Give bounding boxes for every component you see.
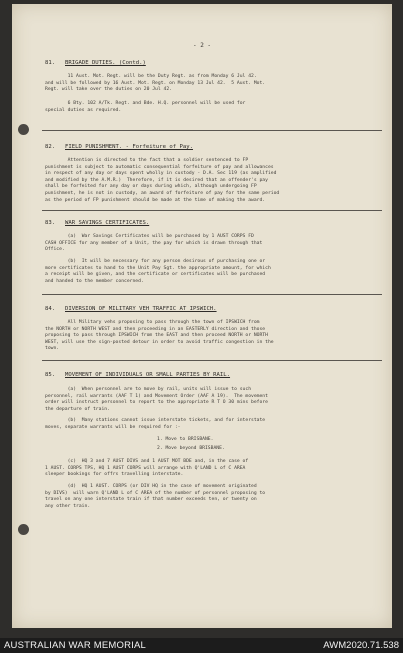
- institution-name: AUSTRALIAN WAR MEMORIAL: [4, 640, 147, 651]
- section-title: DIVERSION OF MILITARY VEH TRAFFIC AT IPSWICH.: [65, 306, 217, 312]
- list-item: 2. Move beyond BRISBANE.: [157, 446, 225, 451]
- section-number: 84.: [45, 306, 56, 312]
- paragraph: (b) It will be necessary for any person desirous of purchasing one or more certificates to hand to the Unit Pay Sgt. the appropriate amount, for which a receipt will be given, and the certificate or certificates will be purchased and handed to the member concerned.: [45, 259, 271, 284]
- section-number: 81.: [45, 60, 56, 66]
- section-title: FIELD PUNISHMENT. - Forfeiture of Pay.: [65, 144, 193, 150]
- section-title: BRIGADE DUTIES. (Contd.): [65, 60, 146, 66]
- section-heading: [45, 306, 217, 312]
- paragraph: (a) War Savings Certificates will be purchased by 1 AUST CORPS FD CASH OFFICE for any member of a Unit, the pay for which is drawn through that Office.: [45, 234, 263, 253]
- page-number: - 2 -: [192, 42, 212, 49]
- punch-hole: [18, 524, 29, 535]
- section-number: 83.: [45, 220, 56, 226]
- section-divider: [42, 210, 382, 211]
- paragraph: (a) When personnel are to move by rail, units will issue to such personnel, rail warrants (AAF T 1) and Movement Order (AAF A 19). The movement order will instruct personnel to report to the appropriate R T O 30 mins before the departure of train.: [45, 387, 268, 412]
- archive-footer: [0, 638, 403, 653]
- section-divider: [42, 294, 382, 295]
- section-divider: [42, 360, 382, 361]
- section-divider: [42, 130, 382, 131]
- paragraph: (b) Many stations cannot issue interstate tickets, and for interstate moves, separate warrants will be required for :-: [45, 418, 266, 430]
- section-heading: [45, 220, 149, 226]
- paragraph: (d) HQ 1 AUST. CORPS (or DIV HQ in the case of movement originated by DIVS) will warn Q'LAND L of C AREA of the number of personnel proposing to travel on any one interstate train if that number exceeds ten, or twenty on any other train.: [45, 484, 266, 509]
- paragraph: 11 Aust. Mot. Regt. will be the Duty Regt. as from Monday 6 Jul 42. and will be followed by 16 Aust. Mot. Regt. on Monday 13 Jul 42. 5 Aust. Mot. Regt. will take over the duties on 20 Jul 42.: [45, 74, 266, 93]
- catalogue-number: AWM2020.71.538: [323, 640, 399, 651]
- section-title: MOVEMENT OF INDIVIDUALS OR SMALL PARTIES BY RAIL.: [65, 372, 231, 378]
- paragraph: Attention is directed to the fact that a soldier sentenced to FP punishment is subject to automatic consequential forfeiture of pay and allowances in respect of any day or days spent wholly in custody - D.A. Sec 119 (as amplified and modified by the A.M.R.) Therefore, if it is desired that an offender's pay shall be forfeited for any day or days during which, although undergoing FP punishment, he is not in custody, an award of forfeiture of pay for the same period as the period of FP punishment should be made at the time of making the award.: [45, 158, 280, 203]
- section-heading: [45, 372, 230, 378]
- paragraph: All Military vehs proposing to pass through the town of IPSWICH from the NORTH or NORTH WEST and then proceeding in an EASTERLY direction and those proposing to pass through IPSWICH from the EAST and then proceed NORTH or NORTH WEST, will use the sign-posted detour in order to avoid traffic congestion in the town.: [45, 320, 274, 352]
- paragraph: 6 Bty. 102 A/Tk. Regt. and Bde. H.Q. personnel will be used for special duties as required.: [45, 101, 246, 113]
- list-item: 1. Move to BRISBANE.: [157, 437, 214, 442]
- paragraph: (c) HQ 3 and 7 AUST DIVS and 1 AUST MOT BDE and, in the case of 1 AUST. CORPS TPS, HQ 1 AUST CORPS will arrange with Q'LAND L of C AREA sleeper bookings for offrs travelling interstate.: [45, 459, 249, 478]
- section-title: WAR SAVINGS CERTIFICATES.: [65, 220, 150, 226]
- section-heading: [45, 60, 146, 66]
- section-number: 85.: [45, 372, 56, 378]
- document-page: [12, 4, 392, 628]
- punch-hole: [18, 124, 29, 135]
- section-number: 82.: [45, 144, 56, 150]
- section-heading: [45, 144, 193, 150]
